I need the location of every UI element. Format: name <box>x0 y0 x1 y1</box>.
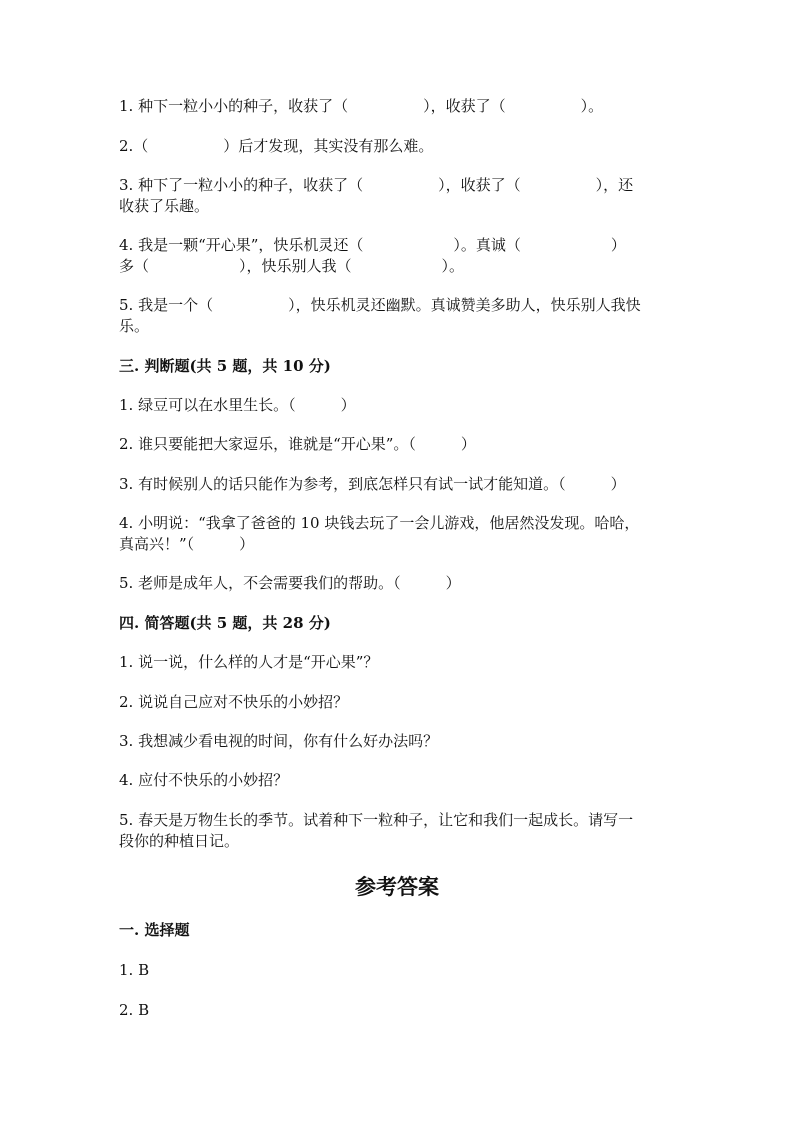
judgement-section-heading: 三. 判断题(共 5 题，共 10 分) <box>119 357 331 375</box>
short-answer-item-4: 4. 应付不快乐的小妙招？ <box>119 771 289 789</box>
fill-blank-item-2-line-1: 2.（ ）后才发现，其实没有那么难。 <box>119 137 434 155</box>
fill-blank-item-1-line-1: 1. 种下一粒小小的种子，收获了（ ），收获了（ ）。 <box>119 97 604 115</box>
fill-blank-item-4-line-2: 多（ ），快乐别人我（ ）。 <box>119 257 465 275</box>
answer-item-2: 2. B <box>119 1001 150 1019</box>
judgement-item-5: 5. 老师是成年人，不会需要我们的帮助。（ ） <box>119 574 461 592</box>
fill-blank-item-5-line-1: 5. 我是一个（ ），快乐机灵还幽默。真诚赞美多助人，快乐别人我快 <box>119 296 641 314</box>
fill-blank-item-3-line-2: 收获了乐趣。 <box>119 197 210 215</box>
fill-blank-item-3-line-1: 3. 种下了一粒小小的种子，收获了（ ），收获了（ ），还 <box>119 176 634 194</box>
judgement-item-3: 3. 有时候别人的话只能作为参考，到底怎样只有试一试才能知道。（ ） <box>119 475 626 493</box>
short-answer-section-heading: 四. 简答题(共 5 题，共 28 分) <box>119 614 331 632</box>
short-answer-item-3: 3. 我想减少看电视的时间，你有什么好办法吗？ <box>119 732 439 750</box>
short-answer-item-1: 1. 说一说，什么样的人才是“开心果”？ <box>119 653 379 671</box>
answer-item-1: 1. B <box>119 961 150 979</box>
fill-blank-item-5-line-2: 乐。 <box>119 317 150 335</box>
judgement-item-2: 2. 谁只要能把大家逗乐，谁就是“开心果”。（ ） <box>119 435 476 453</box>
fill-blank-item-4-line-1: 4. 我是一颗“开心果”，快乐机灵还（ ）。真诚（ ） <box>119 236 626 254</box>
answer-key-title: 参考答案 <box>355 874 439 899</box>
judgement-item-4-line-2: 真高兴！”（ ） <box>119 535 255 553</box>
judgement-item-4-line-1: 4. 小明说：“我拿了爸爸的 10 块钱去玩了一会儿游戏，他居然没发现。哈哈， <box>119 514 640 532</box>
answer-section-heading: 一. 选择题 <box>119 921 190 939</box>
judgement-item-1: 1. 绿豆可以在水里生长。（ ） <box>119 396 356 414</box>
short-answer-item-5-line-1: 5. 春天是万物生长的季节。试着种下一粒种子，让它和我们一起成长。请写一 <box>119 811 634 829</box>
short-answer-item-5-line-2: 段你的种植日记。 <box>119 832 240 850</box>
short-answer-item-2: 2. 说说自己应对不快乐的小妙招？ <box>119 693 349 711</box>
